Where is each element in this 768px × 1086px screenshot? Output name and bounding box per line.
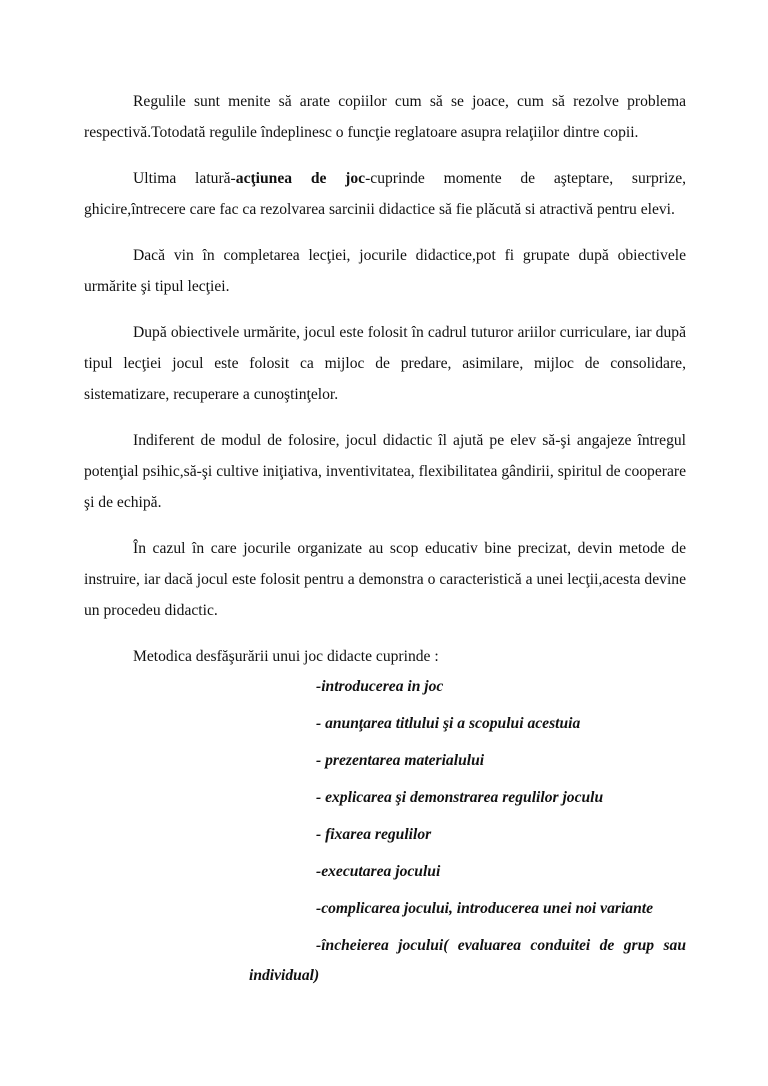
methodology-intro: Metodica desfăşurării unui joc didacte cuprinde : xyxy=(133,648,439,665)
paragraph-objectives: După obiectivele urmărite, jocul este folosit în cadrul tuturor ariilor curriculare, iar după tipul lecţiei jocul este folosit ca mijloc de predare, asimilare, mijloc de consolidare, sistematizare, recuperare a cunoştinţelor. xyxy=(84,324,686,403)
document-page xyxy=(84,86,686,1006)
paragraph-game-action-pre: Ultima latură- xyxy=(133,170,236,187)
list-item: - prezentarea materialului xyxy=(316,752,485,769)
paragraph-game-action xyxy=(84,163,686,225)
list-item: - anunţarea titlului şi a scopului acestuia xyxy=(316,715,581,732)
paragraph-grouping: Dacă vin în completarea lecţiei, jocurile didactice,pot fi grupate după obiectivele urmărite şi tipul lecţiei. xyxy=(84,247,686,295)
methodology-steps-list xyxy=(84,676,686,991)
list-item: -executarea jocului xyxy=(316,863,441,880)
paragraph-usage: Indiferent de modul de folosire, jocul didactic îl ajută pe elev să-şi angajeze întregul potenţial psihic,să-şi cultive iniţiativa, inventivitatea, flexibilitatea gândirii, spiritul de cooperare şi de echipă. xyxy=(84,432,686,511)
paragraph-method: În cazul în care jocurile organizate au scop educativ bine precizat, devin metode de instruire, iar dacă jocul este folosit pentru a demonstra o caracteristică a unei lecţii,acesta devine un procedeu didactic. xyxy=(84,540,686,619)
list-item: -încheierea jocului( evaluarea conduitei de grup sau individual) xyxy=(249,937,686,984)
list-item: - fixarea regulilor xyxy=(316,826,432,843)
list-item: -introducerea in joc xyxy=(316,678,444,695)
list-item: -complicarea jocului, introducerea unei noi variante xyxy=(316,900,654,917)
list-item: - explicarea şi demonstrarea regulilor joculu xyxy=(316,789,604,806)
paragraph-game-action-post: -cuprinde momente de aşteptare, surprize, ghicire,întrecere care fac ca rezolvarea sarcinii didactice să fie plăcută si atractivă pentru elevi. xyxy=(84,170,687,218)
paragraph-rules: Regulile sunt menite să arate copiilor cum să se joace, cum să rezolve problema respectivă.Totodată regulile îndeplinesc o funcţie reglatoare asupra relaţiilor dintre copii. xyxy=(84,93,686,141)
paragraph-game-action-bold: acţiunea de joc xyxy=(235,170,366,187)
